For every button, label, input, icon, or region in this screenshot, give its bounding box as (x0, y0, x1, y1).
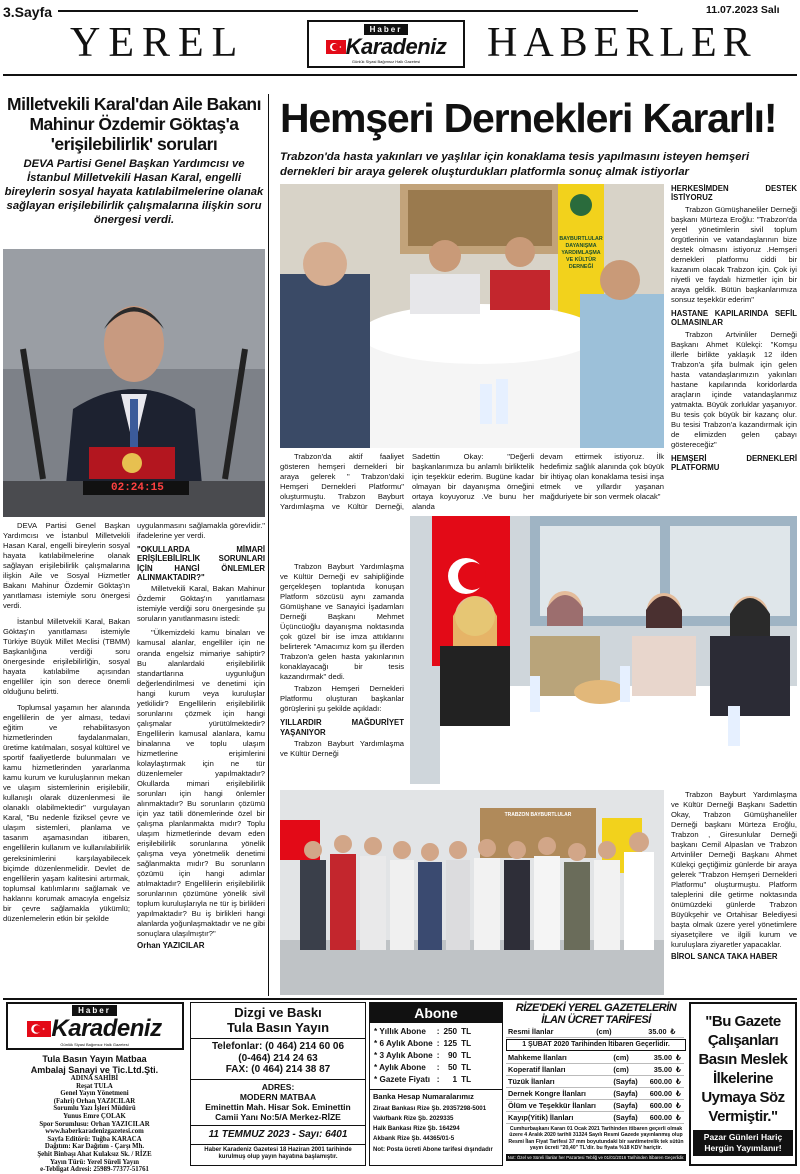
phone-line: Telefonlar: (0 464) 214 60 06 (211, 1041, 345, 1052)
logo-main-text: Karadeniz (51, 1015, 162, 1042)
rates-validity-note: 1 ŞUBAT 2020 Tarihinden İtibaren Geçerlidir. (506, 1039, 686, 1051)
masthead-logo (307, 20, 465, 68)
address-line: Eminettin Mah. Hisar Sok. Eminettin (205, 1101, 351, 1112)
imprint-line: Dağıtım: Kar Dağıtım - Çarşı Mh. (44, 1143, 145, 1151)
section-right-word: HABERLER (487, 20, 757, 66)
table-row: * Gazete Fiyatı : 1 TL (374, 1075, 472, 1084)
bank-line: Akbank Rize Şb. 44365/01-5 (373, 1135, 455, 1142)
footer-ad-rates (506, 1002, 686, 1166)
table-row (506, 1052, 684, 1064)
ethics-slogan: "Bu Gazete Çalışanları Basın Meslek İlkelerine Uymaya Söz Vermiştir." (698, 1013, 788, 1125)
main-subhead: Trabzon'da hasta yakınları ve yaşlılar için konaklama tesis yapılmasını isteyen hemşeri dernekleri bir araya gelerek oluşturdukları platformla sonuç almak istiyorlar (280, 151, 750, 178)
paragraph: Toplumsal yaşamın her alanında engellilerin de yer alması, tedavi eğitim ve rehabilitasyon hizmetlerinden faydalanmaları, üretime katılmaları, sosyal kültürel ve sportif faaliyetlerde bulunmaları ve kamu hizmetlerinden yararlanma kamu kurum ve kuruluşlarının mekan ve ulaşım sistemlerinin erişilebilir, kullanışlı olarak düzenlenmesi ile olanaklı olabilmektedir" vurgulayan Karal, "Bu nedenle fiziksel çevre ve ulaşım sistemleri, planlama ve tasarım aşamasından itibaren, engellilerin kullanım ve kullanılabilirlik gereksinimlerini karşılayabilecek biçimde düzenlenmelidir. Devlet de engellilerin yaşam kalitesini artırmak, toplumsal katılımlarını sağlamak ve haklarını korumak amacıyla engelsiz bir çevre sağlamakla yükümlü; düzenlemelerin etkin bir şekilde (3, 703, 130, 923)
abone-unit: TL (461, 1039, 472, 1048)
rate-currency: ₺ (674, 1064, 684, 1076)
subheading: HEMŞERİ DERNEKLERİ PLATFORMU (671, 453, 797, 473)
rates-footnote: Not: Özel ve Süreli İlanlar her Pazartesi Tebliğ ve 01/01/2016 Tarihinden İtibaren Geçerlidir. (507, 1154, 685, 1160)
table-row: * 6 Aylık Abone : 125 TL (374, 1039, 472, 1048)
left-headline: Milletvekili Karal'dan Aile Bakanı Mahinur Özdemir Göktaş'a 'erişilebilirlik' soruları (7, 94, 261, 154)
rate-price: 600.00 (644, 1100, 674, 1112)
rate-unit: (Sayfa) (611, 1088, 644, 1100)
rate-unit: (cm) (611, 1052, 644, 1064)
abone-label: * 6 Aylık Abone (374, 1039, 433, 1048)
main-column-a (280, 452, 404, 512)
abone-value: 125 (443, 1039, 458, 1048)
rate-price: 600.00 (644, 1112, 674, 1124)
header-rule (3, 74, 797, 76)
main-right-column-top (671, 184, 797, 510)
address-line: MODERN MATBAA (239, 1091, 317, 1102)
meeting-photo-women (410, 516, 797, 784)
address-label: ADRES: (261, 1081, 295, 1092)
paragraph: Milletvekili Karal, Bakan Mahinur Özdemir Göktaş'ın yanıtlaması istemiyle verdiği soru önergesinde şu soruların yanıtlanmasını istedi: (137, 584, 265, 624)
table-row (506, 1064, 684, 1076)
table-row: * Aylık Abone : 50 TL (374, 1063, 472, 1072)
rates-legal-note: Cumhurbaşkanı Kararı 01 Ocak 2021 Tarihinden itibaren geçerli olmak üzere 4 Aralık 2020 tarihli 31324 Sayılı Resmi Gazede yayınlanmış olup Resmi İlan Fiyat Tarifesi 37 mm boyutundaki bir santimetrelik tek sütün yayın ücreti "20,40" TL'dir. bu fiyata %18 KDV hariçtir. (508, 1126, 684, 1152)
podium-timer: 02:24:15 (111, 482, 164, 494)
footer-logo (6, 1002, 184, 1050)
table-row (506, 1076, 684, 1088)
rate-unit: (Sayfa) (611, 1076, 644, 1088)
group-image (280, 790, 664, 995)
table-row (506, 1088, 684, 1100)
subscription-title: Abone (370, 1003, 502, 1023)
footer-slogan (689, 1002, 797, 1166)
rate-label: Ölüm ve Teşekkür İlanları (506, 1100, 611, 1112)
paragraph: DEVA Partisi Genel Başkan Yardımcısı ve İstanbul Milletvekili Hasan Karal, engelli bireylerin sosyal hayata katılabilmelerine olanak sağlayan erişilebilirlik çalışmalarına ilişkin Aile ve Sosyal Hizmetler Bakanı Mahinur Özdemir Göktaş'ın yanıtlaması istemiyle soru önergesi verdi. (3, 521, 130, 611)
rates-table-top (506, 1026, 684, 1038)
parliament-speaker-photo (3, 249, 265, 517)
website-link[interactable]: www.haberkaradenizgazetesi.com (45, 1128, 144, 1136)
rate-currency: ₺ (674, 1100, 684, 1112)
paragraph: Trabzon Bayburt Yardımlaşma ve Kültür Derneği ev sahipliğinde gerçekleşen toplantıda konuşan Platform sözcüsü aynı zamanda Gümüşhane ve Sanayici İşadamları Derneği Başkanı Mehmet Üçüncüoğlu dayanışma noktasında çok güzel bir ise imza attıklarını belirterek "Amacımız kom şu illerden Trabzon'a gelen hasta yakınlarının konaklayacağı bir tesis kazandırmak" dedi. (280, 562, 404, 682)
rate-currency: ₺ (669, 1026, 684, 1038)
table-row (506, 1026, 684, 1038)
paragraph: Trabzon Bayburt Yardımlaşma ve Kültür Derneği Başkanı Sadettin Okay, Trabzon Gümüşhaneliler Derneği başkanı Mürteza Eroğlu, Trabzon , Giresunlular Derneği başkanı Cemil Alpaslan ve Trabzon Artvinliler Derneği Başkanı Ahmet Külekçi geçtiğimiz günlerde bir araya gelerek "Trabzon Hemşeri Dernekleri Platformu" oluşturmuştu. Platform taleplerini dile getirme noktasında önümüzdeki günlerde Trabzon Büyükşehir ve Ortahisar Belediyesi başta olmak üzere yerel yönetimlere siyasetçilere ve ilgili kurum ve kuruluşlara ziyaretler yapacaklar. (671, 790, 797, 950)
abone-unit: TL (461, 1027, 472, 1036)
logo-top-text: Haber (72, 1005, 117, 1016)
footer-imprint (3, 1002, 186, 1174)
subheading: "OKULLARDA MİMARİ ERİŞİLEBİLİRLİK SORUNLARI İÇİN HANGİ ÖNLEMLER ALINMAKTADIR?" (137, 545, 265, 583)
meeting-men-image (280, 184, 664, 448)
imprint-line: Ambalaj Sanayi ve Tic.Ltd.Şti. (30, 1064, 159, 1075)
rate-unit: (cm) (611, 1064, 644, 1076)
abone-label: * Gazete Fiyatı (374, 1075, 430, 1084)
main-right-column-bottom (671, 790, 797, 995)
bank-note: Not: Posta ücreti Abone tarifesi dışındadır (373, 1147, 493, 1153)
logo-main-text: Karadeniz (345, 34, 447, 59)
imprint-line: Yunus Emre ÇOLAK (63, 1112, 126, 1120)
logo-sub-text: Günlük Siyasi Bağımsız Halk Gazetesi (60, 1042, 129, 1047)
paragraph: Trabzon Hemşeri Dernekleri Platformu oluşturan başkanlar görüşlerini şu şekilde açıkladı: (280, 684, 404, 714)
publication-notice: Pazar Günleri Hariç Hergün Yayımlanır! (693, 1130, 793, 1156)
rate-currency: ₺ (674, 1112, 684, 1124)
bank-line: Halk Bankası Rize Şb. 164294 (373, 1125, 460, 1132)
left-lead: DEVA Partisi Genel Başkan Yardımcısı ve İstanbul Milletvekili Hasan Karal, engelli bireylerin sosyal hayata katılabilmelerine olanak sağlayan erişilebilirlik çalışmalarına ilişkin soru önergesi verdi. (4, 158, 264, 226)
abone-value: 90 (448, 1051, 458, 1060)
paragraph: devam ettirmek istiyoruz. İlk hedefimiz sağlık alanında çok büyük bir ihtiyaç olan konaklama tesisi inşa etmek ve yıllardır yaşanan mağduriyete bir son vermek olacak" (540, 452, 664, 502)
rate-price: 35.00 (629, 1026, 669, 1038)
issue-number: 11 TEMMUZ 2023 - Sayı: 6401 (191, 1125, 365, 1141)
main-column-b (412, 452, 534, 512)
paragraph: Trabzon Gümüşhaneliler Derneği başkanı Mürteza Eroğlu: "Trabzon'da yerel yönetimlerin sivil toplum örgütlerinin ve vatandaşlarının bize destek olmasını istiyoruz .Hemşeri dernekleri platformu ciddi bir kazanım olacak Trabzon için. Çok iyi niyetli ve faydalı hizmetler için bir araya geldik. Bütün başkanlarımıza sonsuz teşekkür ederim" (671, 204, 797, 304)
imprint-line: (Fahri) Orhan YAZICILAR (53, 1097, 136, 1105)
banner-text-1: BAYBURTLULAR DAYANIŞMA YARDIMLAŞMA VE KÜLTÜR DERNEĞİ (559, 236, 603, 270)
imprint-line: Spor Sorumlusu: Orhan YAZICILAR (39, 1120, 150, 1128)
footer-rule (3, 998, 797, 1000)
main-column-c (540, 452, 664, 512)
imprint-line: Yayın Türü: Yerel Süreli Yayın (49, 1158, 139, 1166)
meeting-photo-men (280, 184, 664, 448)
rate-label: Koperatif İlanları (506, 1064, 611, 1076)
address-line: Camii Yanı No:5/A Merkez-RİZE (215, 1111, 341, 1122)
logo-top-text: Haber (364, 24, 409, 35)
table-row: * 3 Aylık Abone : 90 TL (374, 1051, 472, 1060)
rate-currency: ₺ (674, 1088, 684, 1100)
abone-unit: TL (461, 1051, 472, 1060)
paragraph: "Ülkemizdeki kamu binaları ve kamusal alanlar, engelliler için ne oranda engelsiz mimariye sahiptir? Bu alanlardaki erişilebilirlik standartlarına uygunluğun değerlendirilmesi ve denetimi için hangi kurum veya kuruluşlar yetkilidir? Engellilerin erişilebilirlik sorunlarını çözmek için hangi çalışmalar yürütülmektedir? Engellilerin kamusal alanlara, kamu binalarına ve toplu ulaşım hizmetlerine erişimlerini kolaylaştırmak için ne tür düzenlemeler yapılmaktadır? Okullarda mimari erişilebilirlik sorunları için hangi önlemler alınmaktadır? Bu sorunların çözümü için yaz tatili dönemlerinde özel bir çalışma planlanmakta mıdır? Toplu ulaşım hizmetlerinde devam eden erişilebilirlik sorunlarına yönelik çalışma veya yönetmelik denetimi sağlanmakta mıdır? Bu sorunların çözümü için hangi adımlar atılmaktadır? Engellilerin erişilebilirlik sorunlarının çözümüne yönelik sivil toplum kuruluşlarıyla ne tür iş birlikleri yapılmaktadır? Bu iş birlikleri hangi alanlarda yoğunlaşmaktadır ve ne gibi sonuçlara ulaşılmıştır?" (137, 628, 265, 938)
rate-price: 35.00 (644, 1052, 674, 1064)
main-column-a-continued (280, 512, 404, 788)
subheading: HASTANE KAPILARINDA SEFİL OLMASINLAR (671, 308, 797, 328)
rate-unit: (Sayfa) (611, 1112, 644, 1124)
left-article-col1 (3, 521, 130, 995)
abone-value: 250 (443, 1027, 458, 1036)
paragraph: Sadettin Okay: "Değerli başkanlarımıza bu anlamlı birliktelik için teşekkür ederim. Bugüne kadar olmayan bir dayanışma örneğini ortaya koyuyoruz .Ve bunu her alanda (412, 452, 534, 512)
abone-value: 50 (448, 1063, 458, 1072)
issue-date: 11.07.2023 Salı (706, 4, 780, 16)
rate-price: 35.00 (644, 1064, 674, 1076)
left-article (3, 94, 265, 227)
abone-label: * 3 Aylık Abone (374, 1051, 433, 1060)
abone-value: 1 (452, 1075, 458, 1084)
imprint-line: e-Tebligat Adresi: 25989-77377-51761 (40, 1166, 149, 1174)
abone-label: * Aylık Abone (374, 1063, 426, 1072)
imprint-line: Sayfa Editörü: Tuğba KARACA (47, 1135, 142, 1143)
rate-label: Resmi İlanlar (506, 1026, 594, 1038)
rate-unit: (Sayfa) (611, 1100, 644, 1112)
rates-title: RİZE'DEKİ YEREL GAZETELERİN İLAN ÜCRET TARİFESİ (515, 1002, 677, 1026)
turkish-flag-icon (27, 1021, 51, 1037)
phone-line: (0-464) 214 24 63 (238, 1052, 318, 1064)
rate-price: 600.00 (644, 1088, 674, 1100)
table-row (506, 1100, 684, 1112)
paragraph: Trabzon Artvinliler Derneği Başkanı Ahmet Külekçi: "Komşu illerle birlikte yaklaşık 12 ilden Trabzon'a şifa bulmak için gelen hasta vatandaşlarımızın yakınları hastane kapılarında koridorlarda araçların içinde vatandaşlarımız yatmakta. Büyük zorluklar yaşanıyor. Bu tesis çok büyük bir kazanç olur. Bu tesisi Trabzon'a kazandırmak için de elimizden gelen çabayı göstereceğiz" (671, 329, 797, 449)
abone-label: * Yıllık Abone (374, 1027, 426, 1036)
imprint-line: Şehit Binbaşı Ahat Kulaksız Sk. / RİZE (37, 1150, 152, 1158)
imprint-line: Tula Basın Yayın Matbaa (42, 1054, 147, 1064)
meeting-women-image (410, 516, 797, 784)
top-rule (58, 10, 638, 12)
turkish-flag-icon (326, 40, 346, 54)
section-left-word: YEREL (70, 20, 246, 66)
rate-price: 600.00 (644, 1076, 674, 1088)
abone-unit: TL (461, 1063, 472, 1072)
group-photo (280, 790, 664, 995)
paragraph: Trabzon'da aktif faaliyet gösteren hemşeri dernekleri bir araya gelerek " Trabzon'daki Hemşeri Dernekleri Platformu" oluşturmuştu. Trabzon Bayburt Yardımlaşma ve Kültür Derneği, (280, 452, 404, 512)
bank-line: Ziraat Bankası Rize Şb. 29357298-5001 (373, 1105, 487, 1112)
footer-subscription (369, 1002, 503, 1166)
footer-print-info (190, 1002, 366, 1166)
column-divider (268, 94, 269, 996)
print-title: Dizgi ve Baskı (234, 1005, 322, 1020)
paragraph: İstanbul Milletvekili Karal, Bakan Göktaş'ın yanıtlaması istemiyle Türkiye Büyük Millet Meclisi (TBMM) Başkanlığına verdiği soru önergesinde erişilebilirliğin, sosyal hayata katılabilme açısından engelliler için son derece önemli olduğunu belirtti. (3, 617, 130, 697)
page-number: 3.Sayfa (3, 4, 53, 20)
print-subtitle: Tula Basın Yayın (226, 1020, 330, 1035)
imprint-line: ADINA SAHİBİ (70, 1075, 119, 1082)
imprint-line: Reşat TULA (76, 1082, 113, 1090)
table-row (506, 1112, 684, 1124)
bank-title: Banka Hesap Numaralarımız (373, 1092, 474, 1101)
fax-line: FAX: (0 464) 214 38 87 (225, 1064, 331, 1075)
left-article-col2 (137, 521, 265, 995)
logo-sub-text: Günlük Siyasi Bağımsız Halk Gazetesi (351, 59, 421, 64)
founded-note: Haber Karadeniz Gazetesi 18 Haziran 2001 tarihinde kurulmuş olup yayın hayatına başlamıştır. (191, 1144, 365, 1161)
banner-text-2: TRABZON BAYBURTLULAR (504, 812, 572, 818)
table-row: * Yıllık Abone : 250 TL (374, 1027, 472, 1036)
subscription-table (372, 1026, 473, 1086)
imprint-line: Genel Yayın Yönetmeni (60, 1090, 129, 1098)
rate-unit: (cm) (594, 1026, 629, 1038)
rate-currency: ₺ (674, 1052, 684, 1064)
main-headline: Hemşeri Dernekleri Kararlı! (280, 95, 777, 141)
rates-table (506, 1052, 684, 1124)
rate-label: Dernek Kongre İlanları (506, 1088, 611, 1100)
author-byline: Orhan YAZICILAR (137, 940, 205, 950)
subheading: HERKESİMDEN DESTEK İSTİYORUZ (671, 184, 797, 203)
rate-label: Mahkeme İlanları (506, 1052, 611, 1064)
subheading: YILLARDIR MAĞDURİYET YAŞANIYOR (280, 718, 404, 737)
masthead (0, 0, 800, 88)
rate-label: Tüzük İlanları (506, 1076, 611, 1088)
speaker-image (3, 249, 265, 517)
paragraph: Trabzon Bayburt Yardımlaşma ve Kültür Derneği (280, 738, 404, 758)
bank-line: Vakıfbank Rize Şb. 2029335 (373, 1115, 454, 1122)
author-byline: BİROL SANCA TAKA HABER (671, 952, 778, 962)
rate-currency: ₺ (674, 1076, 684, 1088)
imprint-line: Sorumlu Yazı İşleri Müdürü (53, 1105, 136, 1113)
paragraph: uygulanmasını sağlamakla görevlidir." ifadelerine yer verdi. (137, 521, 265, 541)
abone-unit: TL (461, 1075, 472, 1084)
rate-label: Kayıp(Yitik) İlanları (506, 1112, 611, 1124)
